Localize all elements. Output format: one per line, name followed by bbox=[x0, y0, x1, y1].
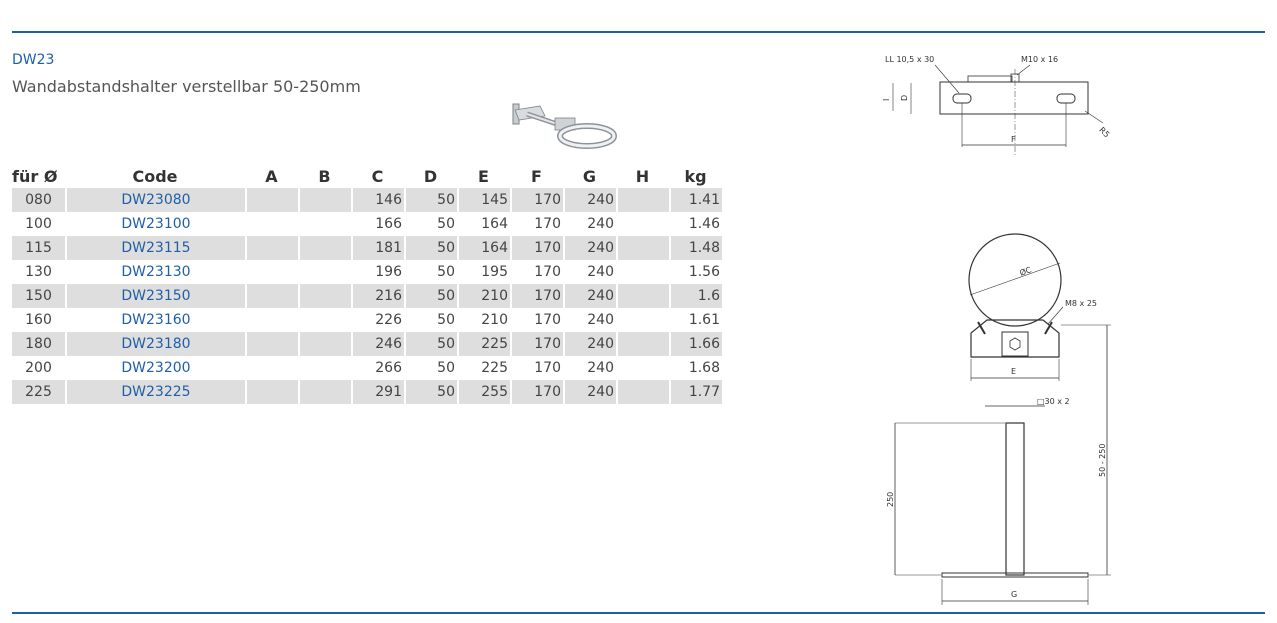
label-f: F bbox=[1011, 135, 1016, 144]
cell-a bbox=[245, 260, 298, 284]
cell-a bbox=[245, 356, 298, 380]
cell-code[interactable]: DW23115 bbox=[65, 236, 245, 260]
cell-g: 240 bbox=[563, 260, 616, 284]
label-i: I bbox=[882, 98, 891, 101]
cell-b bbox=[298, 212, 351, 236]
cell-d: 50 bbox=[404, 260, 457, 284]
cell-h bbox=[616, 284, 669, 308]
cell-kg: 1.68 bbox=[669, 356, 722, 380]
table-row bbox=[12, 188, 722, 212]
cell-f: 170 bbox=[510, 188, 563, 212]
header-e: E bbox=[478, 166, 489, 186]
slot-left bbox=[953, 94, 971, 103]
cell-g: 240 bbox=[563, 356, 616, 380]
cell-f: 170 bbox=[510, 356, 563, 380]
cell-e: 210 bbox=[457, 284, 510, 308]
cell-f: 170 bbox=[510, 284, 563, 308]
cell-diameter: 225 bbox=[12, 380, 65, 404]
cell-d: 50 bbox=[404, 380, 457, 404]
cell-c: 181 bbox=[351, 236, 404, 260]
header-b: B bbox=[318, 166, 331, 186]
cell-kg: 1.66 bbox=[669, 332, 722, 356]
cell-b bbox=[298, 356, 351, 380]
table-row bbox=[12, 236, 722, 260]
table-row bbox=[12, 212, 722, 236]
cell-diameter: 130 bbox=[25, 264, 52, 280]
cell-diameter: 180 bbox=[12, 332, 65, 356]
cell-d: 50 bbox=[404, 356, 457, 380]
header-h: H bbox=[635, 166, 650, 186]
cell-code[interactable]: DW23150 bbox=[65, 284, 245, 308]
cell-g: 240 bbox=[563, 308, 616, 332]
cell-e: 164 bbox=[457, 212, 510, 236]
pipe-circle bbox=[969, 234, 1061, 326]
cell-a bbox=[245, 380, 298, 404]
cell-kg: 1.48 bbox=[669, 236, 722, 260]
cell-h bbox=[616, 212, 669, 236]
header-kg: kg bbox=[684, 166, 707, 186]
header-a: A bbox=[265, 166, 278, 186]
cell-d: 50 bbox=[404, 188, 457, 212]
cell-a bbox=[245, 236, 298, 260]
cell-code[interactable]: DW23080 bbox=[65, 188, 245, 212]
header-d: D bbox=[423, 166, 438, 186]
cell-code[interactable]: DW23200 bbox=[65, 356, 245, 380]
cell-diameter: 115 bbox=[12, 236, 65, 260]
cell-c: 166 bbox=[351, 212, 404, 236]
support-tube bbox=[1006, 423, 1024, 575]
cell-g: 240 bbox=[563, 332, 616, 356]
label-diameter: ØC bbox=[1018, 265, 1033, 278]
cell-h bbox=[616, 332, 669, 356]
cell-a bbox=[245, 332, 298, 356]
cell-e: 255 bbox=[457, 380, 510, 404]
label-m8: M8 x 25 bbox=[1065, 299, 1097, 308]
cell-f: 170 bbox=[510, 332, 563, 356]
cell-f: 170 bbox=[510, 212, 563, 236]
cell-g: 240 bbox=[563, 188, 616, 212]
cell-e: 210 bbox=[457, 308, 510, 332]
cell-c: 146 bbox=[351, 188, 404, 212]
cell-code[interactable]: DW23100 bbox=[65, 212, 245, 236]
top-divider bbox=[12, 31, 1265, 33]
product-image bbox=[505, 96, 620, 162]
product-description: Wandabstandshalter verstellbar 50-250mm bbox=[12, 77, 361, 96]
cell-f: 170 bbox=[510, 236, 563, 260]
cell-c: 291 bbox=[351, 380, 404, 404]
cell-e: 195 bbox=[457, 260, 510, 284]
cell-c: 216 bbox=[351, 284, 404, 308]
cell-f: 170 bbox=[510, 260, 563, 284]
cell-h bbox=[616, 188, 669, 212]
cell-diameter: 100 bbox=[25, 216, 52, 232]
cell-e: 225 bbox=[457, 332, 510, 356]
cell-code[interactable]: DW23180 bbox=[65, 332, 245, 356]
cell-b bbox=[298, 332, 351, 356]
cell-a bbox=[245, 308, 298, 332]
cell-h bbox=[616, 236, 669, 260]
label-r5: R5 bbox=[1097, 125, 1112, 140]
cell-d: 50 bbox=[404, 332, 457, 356]
cell-kg: 1.56 bbox=[669, 260, 722, 284]
header-f: F bbox=[531, 166, 542, 186]
header-diameter: für Ø bbox=[12, 166, 58, 186]
cell-a bbox=[245, 188, 298, 212]
label-e: E bbox=[1011, 367, 1017, 376]
cell-c: 246 bbox=[351, 332, 404, 356]
cell-f: 170 bbox=[510, 308, 563, 332]
label-square: □30 x 2 bbox=[1037, 397, 1070, 406]
label-range: 50 - 250 bbox=[1098, 443, 1107, 477]
cell-d: 50 bbox=[404, 236, 457, 260]
cell-c: 196 bbox=[351, 260, 404, 284]
header-c: C bbox=[371, 166, 384, 186]
label-ll: LL 10,5 x 30 bbox=[885, 55, 935, 64]
cell-e: 164 bbox=[457, 236, 510, 260]
cell-b bbox=[298, 188, 351, 212]
cell-e: 145 bbox=[457, 188, 510, 212]
label-g: G bbox=[1011, 590, 1018, 599]
cell-code[interactable]: DW23130 bbox=[65, 260, 245, 284]
label-250: 250 bbox=[886, 491, 895, 507]
cell-d: 50 bbox=[404, 212, 457, 236]
cell-c: 226 bbox=[351, 308, 404, 332]
cell-g: 240 bbox=[563, 380, 616, 404]
table-row bbox=[12, 332, 722, 356]
spec-table bbox=[12, 164, 722, 404]
table-row bbox=[12, 284, 722, 308]
cell-h bbox=[616, 356, 669, 380]
table-header-row bbox=[12, 164, 722, 188]
cell-kg: 1.6 bbox=[669, 284, 722, 308]
cell-a bbox=[245, 212, 298, 236]
technical-drawing bbox=[875, 45, 1175, 610]
header-g: G bbox=[582, 166, 597, 186]
cell-b bbox=[298, 284, 351, 308]
header-code: Code bbox=[132, 166, 178, 186]
cell-h bbox=[616, 308, 669, 332]
table-row bbox=[12, 380, 722, 404]
table-body bbox=[12, 188, 722, 404]
cell-d: 50 bbox=[404, 308, 457, 332]
cell-b bbox=[298, 308, 351, 332]
cell-g: 240 bbox=[563, 236, 616, 260]
slot-right bbox=[1057, 94, 1075, 103]
cell-diameter: 080 bbox=[12, 188, 65, 212]
cell-b bbox=[298, 260, 351, 284]
cell-d: 50 bbox=[404, 284, 457, 308]
cell-kg: 1.46 bbox=[669, 212, 722, 236]
table-row bbox=[12, 260, 722, 284]
bottom-divider bbox=[12, 612, 1265, 614]
cell-c: 266 bbox=[351, 356, 404, 380]
cell-g: 240 bbox=[563, 212, 616, 236]
cell-b bbox=[298, 380, 351, 404]
cell-kg: 1.41 bbox=[669, 188, 722, 212]
cell-diameter: 160 bbox=[25, 312, 52, 328]
cell-f: 170 bbox=[510, 380, 563, 404]
cell-kg: 1.61 bbox=[669, 308, 722, 332]
cell-code[interactable]: DW23225 bbox=[65, 380, 245, 404]
cell-h bbox=[616, 260, 669, 284]
cell-b bbox=[298, 236, 351, 260]
cell-code[interactable]: DW23160 bbox=[65, 308, 245, 332]
cell-diameter: 150 bbox=[12, 284, 65, 308]
table-row bbox=[12, 356, 722, 380]
cell-a bbox=[245, 284, 298, 308]
label-d: D bbox=[900, 94, 909, 101]
product-code: DW23 bbox=[12, 52, 55, 68]
cell-e: 225 bbox=[457, 356, 510, 380]
cell-kg: 1.77 bbox=[669, 380, 722, 404]
cell-g: 240 bbox=[563, 284, 616, 308]
cell-diameter: 200 bbox=[25, 360, 52, 376]
table-row bbox=[12, 308, 722, 332]
label-m10: M10 x 16 bbox=[1021, 55, 1059, 64]
cell-h bbox=[616, 380, 669, 404]
